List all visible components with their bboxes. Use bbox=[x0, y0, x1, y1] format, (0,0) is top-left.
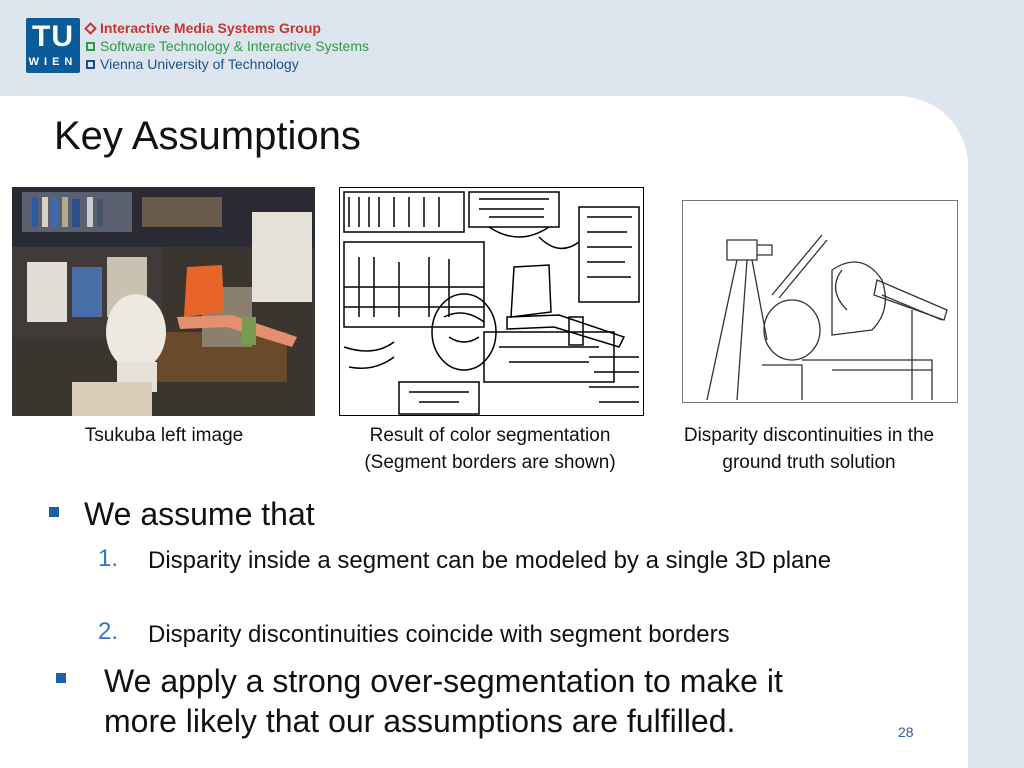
sub-item-number: 1. bbox=[98, 545, 119, 572]
caption-disparity: Disparity discontinuities in the ground truth solution bbox=[683, 425, 935, 473]
sub-item-number: 2. bbox=[98, 618, 119, 645]
header bbox=[0, 0, 1024, 100]
group-line3-text: Vienna University of Technology bbox=[100, 56, 299, 72]
bullet-square-icon bbox=[56, 673, 66, 683]
group-line2-text: Software Technology & Interactive Systems bbox=[100, 38, 369, 54]
caption-tsukuba: Tsukuba left image bbox=[84, 425, 244, 446]
group-line-university bbox=[86, 55, 369, 73]
bullet-assume: We assume that bbox=[84, 496, 315, 532]
disparity-discontinuities-image bbox=[682, 200, 958, 403]
slide-title: Key Assumptions bbox=[54, 114, 361, 158]
group-affiliation bbox=[86, 19, 369, 73]
sub-item-text: Disparity inside a segment can be modeled by a single 3D plane bbox=[148, 547, 832, 574]
logo-wien-text: WIEN bbox=[28, 56, 78, 68]
bullet-over-segmentation: We apply a strong over-segmentation to make it more likely that our assumptions are fulfilled. bbox=[104, 663, 783, 739]
square-icon bbox=[86, 60, 95, 69]
tu-wien-logo bbox=[26, 18, 80, 73]
tsukuba-left-image bbox=[12, 187, 315, 416]
caption-segmentation: Result of color segmentation (Segment borders are shown) bbox=[364, 425, 616, 473]
sub-item-text: Disparity discontinuities coincide with segment borders bbox=[148, 621, 730, 648]
group-line1-text: Interactive Media Systems Group bbox=[100, 20, 321, 36]
diamond-icon bbox=[84, 22, 97, 35]
group-line-stis bbox=[86, 37, 369, 55]
color-segmentation-image bbox=[339, 187, 644, 416]
page-number: 28 bbox=[898, 724, 914, 740]
group-line-ims bbox=[86, 19, 369, 37]
bullet-square-icon bbox=[49, 507, 59, 517]
square-icon bbox=[86, 42, 95, 51]
logo-tu-text: TU bbox=[32, 20, 74, 53]
